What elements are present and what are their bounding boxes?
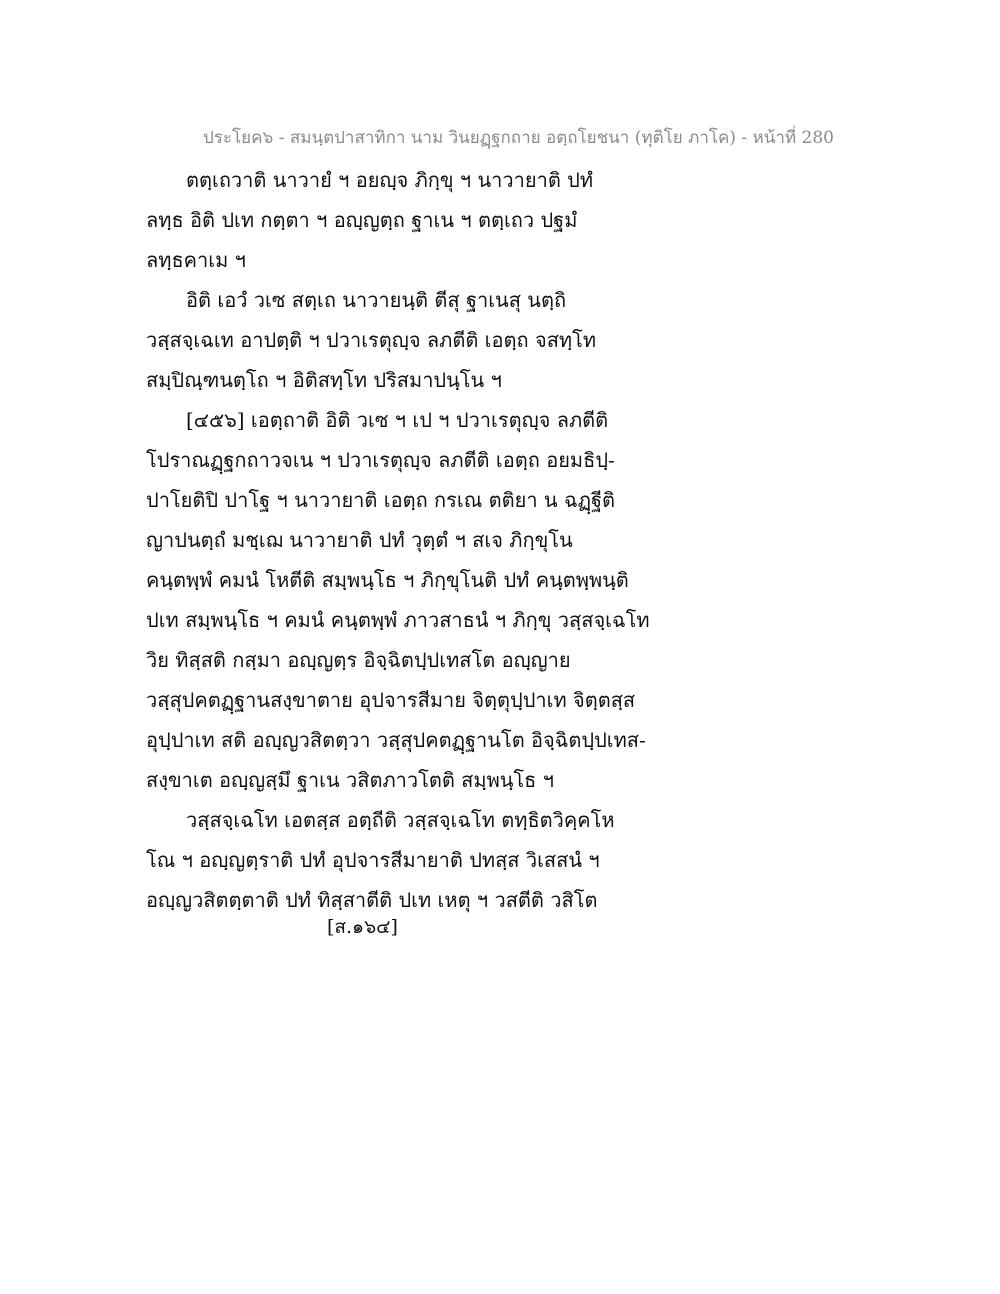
text-line: คนฺตพฺพํ คมนํ โหตีติ สมฺพนฺโธ ฯ ภิกฺขุโนติ ปทํ คนฺตพฺพนฺติ	[146, 568, 629, 592]
text-line: วสฺสุปคตฏฺฐานสงฺขาตาย อุปจารสีมาย จิตฺตุปฺปาเท จิตฺตสฺส	[146, 688, 636, 712]
text-line: อุปฺปาเท สติ อญฺญวสิตตฺวา วสฺสุปคตฏฺฐานโต อิจฺฉิตปฺปเทส-	[146, 728, 646, 752]
text-line: [๔๕๖] เอตฺถาติ อิติ วเซ ฯ เป ฯ ปวาเรตุญฺจ ลภตีติ	[186, 408, 609, 432]
text-line: ลทฺธ อิติ ปเท กตฺตา ฯ อญฺญตฺถ ฐาเน ฯ ตตฺเถว ปฐมํ	[146, 208, 578, 232]
text-line: โปราณฏฺฐกถาวจเน ฯ ปวาเรตุญฺจ ลภตีติ เอตฺถ อยมธิปฺ-	[146, 448, 615, 472]
text-line: ตตฺเถวาติ นาวายํ ฯ อยญฺจ ภิกฺขุ ฯ นาวายาติ ปทํ	[186, 168, 594, 192]
running-header: ประโยค๖ - สมนฺตปาสาทิกา นาม วินยฏฺฐกถาย อตฺถโยชนา (ทุติโย ภาโค) - หน้าที่ 280	[203, 128, 834, 148]
text-line: วสฺสจฺเฉเท อาปตฺติ ฯ ปวาเรตุญฺจ ลภตีติ เอตฺถ จสทฺโท	[146, 328, 597, 352]
text-line: อญฺญวสิตตฺตาติ ปทํ ทิสฺสาตีติ ปเท เหตุ ฯ วสตีติ วสิโต	[146, 888, 598, 912]
text-line: วสฺสจฺเฉโท เอตสฺส อตฺถีติ วสฺสจฺเฉโท ตทฺธิตวิคฺคโห	[186, 808, 615, 832]
text-line: สงฺขาเต อญฺญสฺมึ ฐาเน วสิตภาวโตติ สมฺพนฺโธ ฯ	[146, 768, 554, 792]
text-line: วิย ทิสฺสติ กสฺมา อญฺญตฺร อิจฺฉิตปฺปเทสโต อญฺญาย	[146, 648, 571, 672]
text-line: อิติ เอวํ วเซ สตฺเถ นาวายนฺติ ตีสุ ฐาเนสุ นตฺถิ	[186, 288, 567, 312]
text-line: ปาโยติปิ ปาโฐ ฯ นาวายาติ เอตฺถ กรเณ ตติยา น ฉฏฺฐีติ	[146, 488, 616, 512]
text-line: โณ ฯ อญฺญตฺราติ ปทํ อุปจารสีมายาติ ปทสฺส วิเสสนํ ฯ	[146, 848, 600, 872]
text-line: ญาปนตฺถํ มชฺเฌ นาวายาติ ปทํ วุตฺตํ ฯ สเจ ภิกฺขุโน	[146, 528, 573, 552]
text-line: ลทฺธคาเม ฯ	[146, 248, 246, 272]
body-text	[146, 160, 650, 920]
text-line: ปเท สมฺพนฺโธ ฯ คมนํ คนฺตพฺพํ ภาวสาธนํ ฯ ภิกฺขุ วสฺสจฺเฉโท	[146, 608, 650, 632]
page-reference-marker: [ส.๑๖๔]	[327, 916, 398, 938]
text-line: สมฺปิณฺฑนตฺโถ ฯ อิติสทฺโท ปริสมาปนฺโน ฯ	[146, 368, 502, 392]
